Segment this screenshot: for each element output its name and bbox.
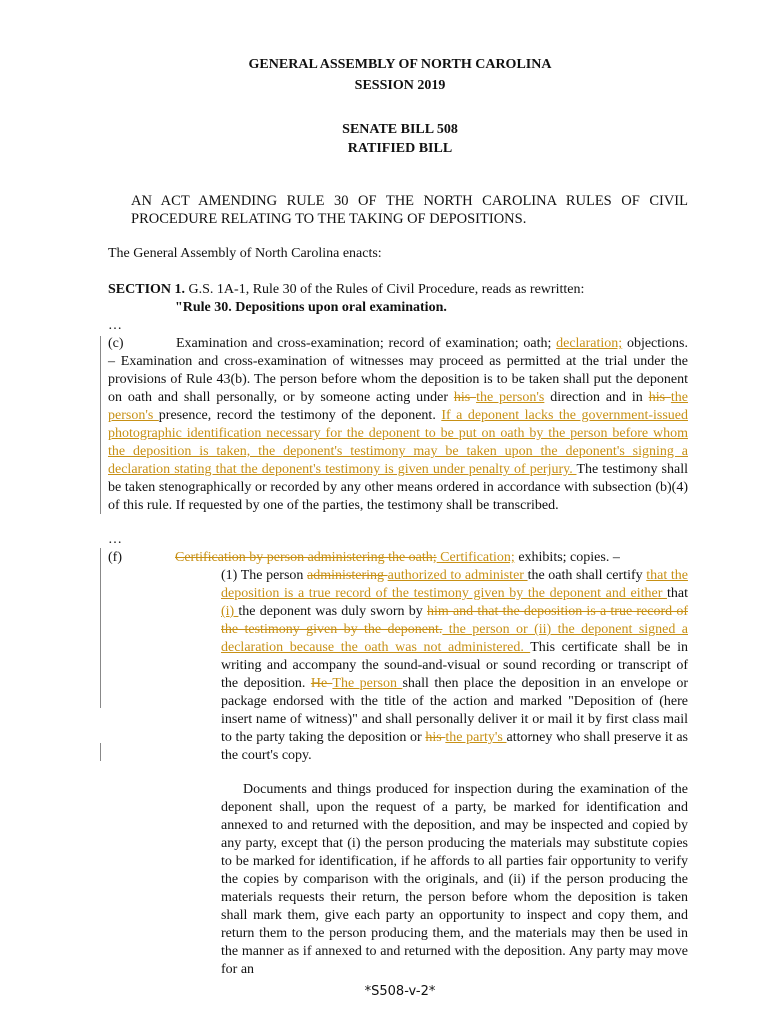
deleted-text: his xyxy=(453,390,477,405)
act-title: AN ACT AMENDING RULE 30 OF THE NORTH CAROLINA RULES OF CIVIL PROCEDURE RELATING TO THE TAKING OF DEPOSITIONS. xyxy=(131,193,688,227)
rule-title: "Rule 30. Depositions upon oral examination. xyxy=(175,300,447,315)
bill-status-heading: RATIFIED BILL xyxy=(347,141,453,156)
deleted-text: him and that the deposition is a true record of the testimony given by the deponent. xyxy=(221,604,688,637)
inserted-text: Certification; xyxy=(436,550,515,565)
subsection-c-label: (c) xyxy=(108,336,124,351)
change-bar-f xyxy=(100,548,101,708)
page-footer: *S508-v-2* xyxy=(364,984,436,999)
subsection-c: (c) Examination and cross-examination; record of examination; oath; declaration; objections. – Examination and cross-examination of witnesses may proceed as permitted at the trial under the provisions of Rule 43(b). The person before whom the deposition is to be taken shall put the deponent on oath and shall personally, or by someone acting under his the person's direction and in his the person's presence, record the testimony of the deponent. If a deponent lacks the government-issued photographic identification necessary for the deponent to be put on oath by the person before whom the deposition is taken, the deponent's testimony may be taken upon the deponent's signing a declaration stating that the deponent's testimony is given under penalty of perjury. The testimony shall be taken stenographically or recorded by any other means ordered in accordance with subsection (b)(4) of this rule. If requested by one of the parties, the testimony shall be transcribed. xyxy=(108,336,689,513)
inserted-text: the person's xyxy=(476,390,545,405)
subsection-f-paragraph-2: Documents and things produced for inspection during the examination of the deponent shall, upon the request of a party, be marked for identification and annexed to and returned with the deposition, and may be inspected and copied by any party, except that (i) the person producing the materials may substitute copies to be marked for identification, if he affords to all parties fair opportunity to verify the copies by comparison with the originals, and (ii) if the person producing the materials requests their return, the person before whom the deposition is taken shall mark them, give each party an opportunity to inspect and copy them, and return them to the person producing them, and the materials may then be used in the manner as if annexed to and returned with the deposition. Any party may move for an xyxy=(221,782,688,977)
inserted-text: declaration; xyxy=(556,336,623,351)
section-1-text: G.S. 1A-1, Rule 30 of the Rules of Civil Procedure, reads as rewritten: xyxy=(188,282,585,297)
subsection-f-paragraph-1: (1) The person administering authorized to administer the oath shall certify that the deposition is a true record of the testimony given by the deponent and either that (i) the deponent was duly sworn by him and that the deposition is a true record of the testimony given by the deponent. the person or (ii) the deponent signed a declaration because the oath was not administered. This certificate shall be in writing and accompany the sound-and-visual or sound recording or transcript of the deposition. He The person shall then place the deposition in an envelope or package endorsed with the title of the action and marked "Deposition of (here insert name of witness)" and shall personally deliver it or mail it by first class mail to the party taking the deposition or his the party's attorney who shall preserve it as the court's copy. xyxy=(221,568,689,763)
deleted-text: his xyxy=(425,730,446,745)
inserted-text: the person's xyxy=(108,390,689,423)
inserted-text: the person or (ii) the deponent signed a declaration because the oath was not administered. xyxy=(221,622,688,655)
inserted-text: If a deponent lacks the government-issued photographic identification necessary for the deponent to be put on oath by the person before whom the deposition is taken, the deponent's testimony may be taken upon the deponent's signing a declaration stating that the deponent's testimony is given under penalty of perjury. xyxy=(108,408,688,477)
inserted-text: (i) xyxy=(221,604,239,619)
deleted-text: administering xyxy=(307,568,388,583)
inserted-text: the party's xyxy=(445,730,507,745)
enacting-clause: The General Assembly of North Carolina enacts: xyxy=(108,246,382,261)
assembly-heading: GENERAL ASSEMBLY OF NORTH CAROLINA xyxy=(248,57,552,72)
inserted-text: authorized to administer xyxy=(387,568,528,583)
inserted-text: that the deposition is a true record of the testimony given by the deponent and either xyxy=(221,568,688,601)
inserted-text: The person xyxy=(332,676,403,691)
deleted-text: his xyxy=(648,390,671,405)
session-heading: SESSION 2019 xyxy=(354,78,446,93)
change-bar-f2 xyxy=(100,743,101,761)
ellipsis-2: … xyxy=(108,532,122,547)
subsection-f-label: (f) xyxy=(108,550,122,565)
section-1-label: SECTION 1. xyxy=(108,282,186,297)
deleted-text: Certification by person administering the oath; xyxy=(175,550,437,565)
change-bar-c xyxy=(100,336,101,514)
bill-number-heading: SENATE BILL 508 xyxy=(342,122,458,137)
section-1-intro xyxy=(108,281,688,299)
deleted-text: He xyxy=(310,676,333,691)
subsection-f-heading: Certification by person administering the oath; Certification; exhibits; copies. – xyxy=(175,550,620,565)
ellipsis-1: … xyxy=(108,318,122,333)
